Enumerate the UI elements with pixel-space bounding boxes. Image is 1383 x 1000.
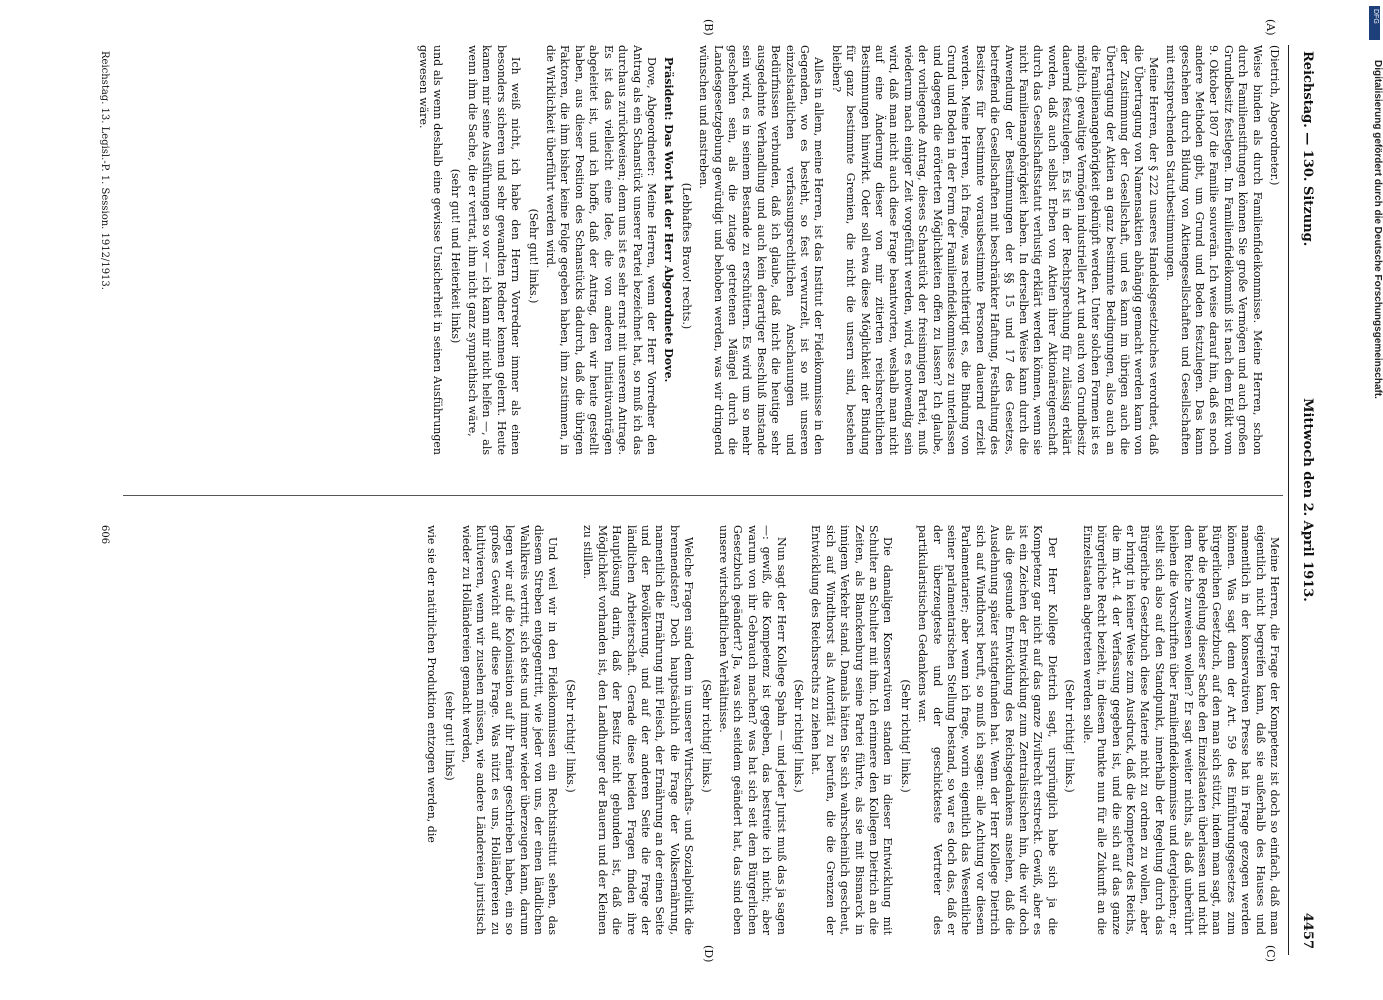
footer-signature-number: 606 [99, 525, 110, 545]
applause-note: (Sehr richtig! links.) [699, 679, 713, 793]
paragraph: Dove, Abgeordneter: Meine Herren, wenn der Herr Vorredner den Antrag als ein Schanstück unserer Partei bezeichnet hat, so muß ich das durchaus zurückweisen; denn uns ist es sehr ernst mit unserem Antrage. Es ist das vielleicht eine Idee, die von anderen Initiativanträgen abgeleitet ist, und ich hoffe, daß der Antrag, den wir heute gestellt haben, aus dieser Position des Schanstücks dadurch, daß die übrigen Faktoren, die ihm bisher keine Folge gegeben haben, ihm zustimmen, in die Wirklichkeit überführt werden wird. [544, 45, 658, 455]
paragraph: Welche Fragen sind denn in unserer Wirtschafts- und Sozialpolitik die brennendsten? Doch hauptsächlich die Frage der Volksernährung, namentlich die Ernährung mit Fleisch, der Ernährung an der einen Seite und der Bevölkerung, und auf der anderen Seite die Frage der ländlichen Arbeiterschaft. Gerade diese beiden Fragen finden ihre Hauptlösung darin, daß der Besitz nicht gebunden ist, daß die Möglichkeit vorhanden ist, den Landhunger der Bauern und der Kleinen zu stillen. [581, 525, 696, 935]
applause-note: (Lebhaftes Bravo! rechts.) [679, 182, 693, 330]
applause-note: (Sehr richtig! links.) [898, 679, 912, 793]
applause-note: (Sehr richtig! links.) [792, 679, 805, 793]
speaker-tag: (Dietrich, Abgeordneter.) [1268, 45, 1281, 186]
paragraph: Der Herr Kollege Dietrich sagt, ursprünglich habe sich ja die Kompetenz gar nicht auf das ganze Zivilrecht erstreckt. Gewiß, aber es ist ein Zeichen der Entwicklung zum Zentralistischen hin, die wir doch als die gesunde Entwicklung des Reichsgedankens ansehen, daß die Ausdehnung später stattgefunden hat. Wenn der Herr Kollege Dietrich sich auf Windthorst beruft, so muß ich sagen: alle Achtung vor diesem Parlamentarier; aber wenn ich frage, worin eigentlich das Wesentliche seiner parlamentarischen Stellung bestand, so war es doch das, daß er der überzeugteste und der geschickteste Vertreter des partikularistischen Gedankens war. [916, 525, 1059, 935]
right-text-column [131, 525, 1281, 935]
dfg-logo-text: DFG [1372, 9, 1379, 24]
header-date: Mittwoch den 2. April 1913. [1300, 398, 1315, 602]
applause-note: (sehr gut! links) [442, 691, 456, 781]
applause-note: (Sehr gut! links.) [526, 208, 540, 304]
paragraph: Meine Herren, der § 222 unseres Handelsgesetzbuches verordnet, daß die Übertragung von Namensaktien abhängig gemacht werden kann von der Zustimmung der Gesellschaft, und es kann im übrigen auch die Übertragung der Aktien an ganz bestimmte Bedingungen, also auch an die Familienangehörigkeit geknüpft werden. Unter solchen Formen ist es möglich, gewaltige Vermögen industrieller Art und auch von Grundbesitz dauernd festzulegen. Es ist in der Rechtsprechung für zulässig erklärt worden, daß auch selbst Erben von Aktien ihrer Aktionäreigenschaft durch das Gesellschaftsstatut verlustig erklärt werden können, wenn sie nicht Familienangehörigkeit haben. In derselben Weise kann durch die Anwendung der Bestimmungen der §§ 15 und 17 des Gesetzes, betreffend die Gesellschaften mit beschränkter Haftung, Festhaltung des Besitzes für bestimmte vorausbestimmte Personen dauernd erzielt werden. Meine Herren, ich frage, was rechtfertigt es, die Bindung von Grund und Boden in der Form der Familienfideikommisse zu unterlassen und dagegen die erörterten Möglichkeiten offen zu lassen? Ich glaube, der vorliegende Antrag, dieses Schanstück der freisinnigen Partei, muß wiederum nach einiger Zeit vorgeführt werden, wird, es notwendig sein wird, daß man nicht auch diese Frage beantworten, weshalb man nicht auf eine Änderung dieser von mir zitierten reichsrechtlichen Bestimmungen hinwirkt. Oder soll etwa diese Möglichkeit der Bindung für ganz bestimmte Gremien, die nicht die unsern sind, bestehen bleiben? [829, 45, 1160, 455]
paragraph: Meine Herren, die Frage der Kompetenz ist doch so einfach, daß man eigentlich nicht begreifen kann, daß sie außerhalb des Hauses und namentlich in der konservativen Presse hat in Frage gezogen werden können. Was sagt denn der Art. 59 des Einführungsgesetzes zum Bürgerlichen Gesetzbuch, auf den man sich stützt, indem man sagt, man habe die Regelung dieser Sache den Einzelstaaten überlassen und nicht dem Reiche zuweisen wollen? Er sagt weiter nichts, als daß unberührt bleiben die Vorschriften über Familienfideikommisse und dergleichen; er stellt sich also auf den Standpunkt, innerhalb der Regelung durch das Bürgerliche Gesetzbuch diese Materie nicht zu ordnen zu wollen, aber er bringt in keiner Weise zum Ausdruck, daß die Kompetenz des Reichs, die im Art. 4 der Verfassung gegeben ist, und die sich auf das ganze bürgerliche Recht bezieht, in diesem Punkte nun für alle Zukunft an die Einzelstaaten abgetreten werden solle. [1080, 525, 1281, 935]
header-page-number: 4457 [1300, 912, 1315, 949]
paragraph: Weise binden als durch Familienfideikommisse. Meine Herren, schon durch Familienstiftungen können Sie große Vermögen und auch großen Grundbesitz festlegen. Im Familienfideikommiß ist nach dem Edikt vom 9. Oktober 1807 die Familie souverän. Ich weise darauf hin, daß es noch andere Methoden gibt, um Grund und Boden festzulegen. Das kann geschehen durch Bildung von Aktiengesellschaften und Gesellschaften mit entsprechenden Statutbestimmungen. [1164, 45, 1264, 455]
paragraph: Alles in allem, meine Herren, ist das Institut der Fideikommisse in den Gegenden, wo es besteht, so fest verwurzelt, ist so mit unseren einzelstaatlichen verfassungsrechtlichen Anschauungen und Bedürfnissen verbunden, daß ich glaube, daß nicht die heutige sehr ausgedehnte Verhandlung und auch kein derartiger Beschluß imstande sein wird, es in seinem Bestande zu erschüttern. Es wird um so mehr geschehen sein, als die zutage getretenen Mängel durch die Landesgesetzgebung gewürdigt und behoben werden, was wir dringend wünschen und anstreben. [697, 45, 826, 455]
applause-note: (sehr gut! und Heiterkeit links) [448, 168, 462, 344]
header-session: Reichstag. — 130. Sitzung. [1300, 51, 1315, 247]
margin-mark-a: (A) [1264, 19, 1277, 36]
applause-note: (Sehr richtig! links.) [563, 679, 577, 793]
paragraph: Und weil wir in den Fideikommissen ein Rechtsinstitut sehen, das diesem Streben entgegentritt, wie jeder von uns, der einen ländlichen Wahlkreis vertritt, sich stets und immer wieder überzeugen kann, darum legen wir auf die Kolonisation auf ihr Panier geschrieben haben, ein so großes Gewicht auf diese Frage. Was nützt es uns, Holländereien zu kultivieren, wenn wir zusehen müssen, wie andere Ländereien juristisch wieder zu Holländereien gemacht werden, [460, 525, 560, 935]
president-line: Präsident: Das Wort hat der Herr Abgeordnete Dove. [662, 57, 676, 383]
paragraph: Die damaligen Konservativen standen in dieser Entwicklung mit Schulter an Schulter mit ihm. Ich erinnere den Kollegen Dietrich an die Zeiten, als Blanckenburg seine Partei führte, als sie mit Bismarck in innigem Verkehr stand. Damals hätten Sie sich wahrscheinlich gescheut, sich auf Windthorst als Autorität zu berufen, die die Grenzen der Entwicklung des Reichsrechts zu ziehen hat. [809, 525, 895, 935]
footer-legislature: Reichstag. 13. Legisl.-P. 1. Session. 1912/1913. [99, 51, 110, 290]
paragraph: Ich weiß nicht, ich habe den Herrn Vorredner immer als einen besonders sicheren und sehr gewandten Redner kennen gelernt. Heute kamen mir seine Ausführungen so vor — ich kann mir nicht helfen —, als wenn ihm die Sache, die er vertrat, ihm nicht ganz sympathisch wäre, [466, 45, 523, 455]
digitization-credit [1371, 10, 1381, 1000]
left-text-column [131, 45, 1281, 455]
digitization-credit-text: Digitalisierung gefördert durch die Deutsche Forschungsgemeinschaft. [1372, 60, 1383, 399]
margin-mark-d: (D) [702, 945, 715, 963]
applause-note: (Sehr richtig! links.) [1063, 679, 1077, 793]
margin-mark-b: (B) [702, 19, 715, 36]
running-header [1288, 45, 1325, 955]
paragraph: und als wenn deshalb eine gewisse Unsicherheit in seinen Ausführungen gewesen wäre. [416, 45, 445, 455]
column-divider [123, 495, 1283, 496]
margin-mark-c: (C) [1264, 945, 1277, 962]
paragraph: Nun sagt der Herr Kollege Spahn — und jeder Jurist muß das ja sagen —: gewiß, die Kompetenz ist gegeben, das bestreite ich nicht; aber warum von ihr Gebrauch machen? was hat sich seit dem Bürgerlichen Gesetzbuch geändert? Ja, was sich seitdem geändert hat, das sind eben unsere wirtschaftlichen Verhältnisse. [716, 525, 788, 935]
rotated-page-content [55, 19, 1325, 963]
paragraph: wie sie der natürlichen Produktion entzogen werden, die [425, 525, 439, 843]
